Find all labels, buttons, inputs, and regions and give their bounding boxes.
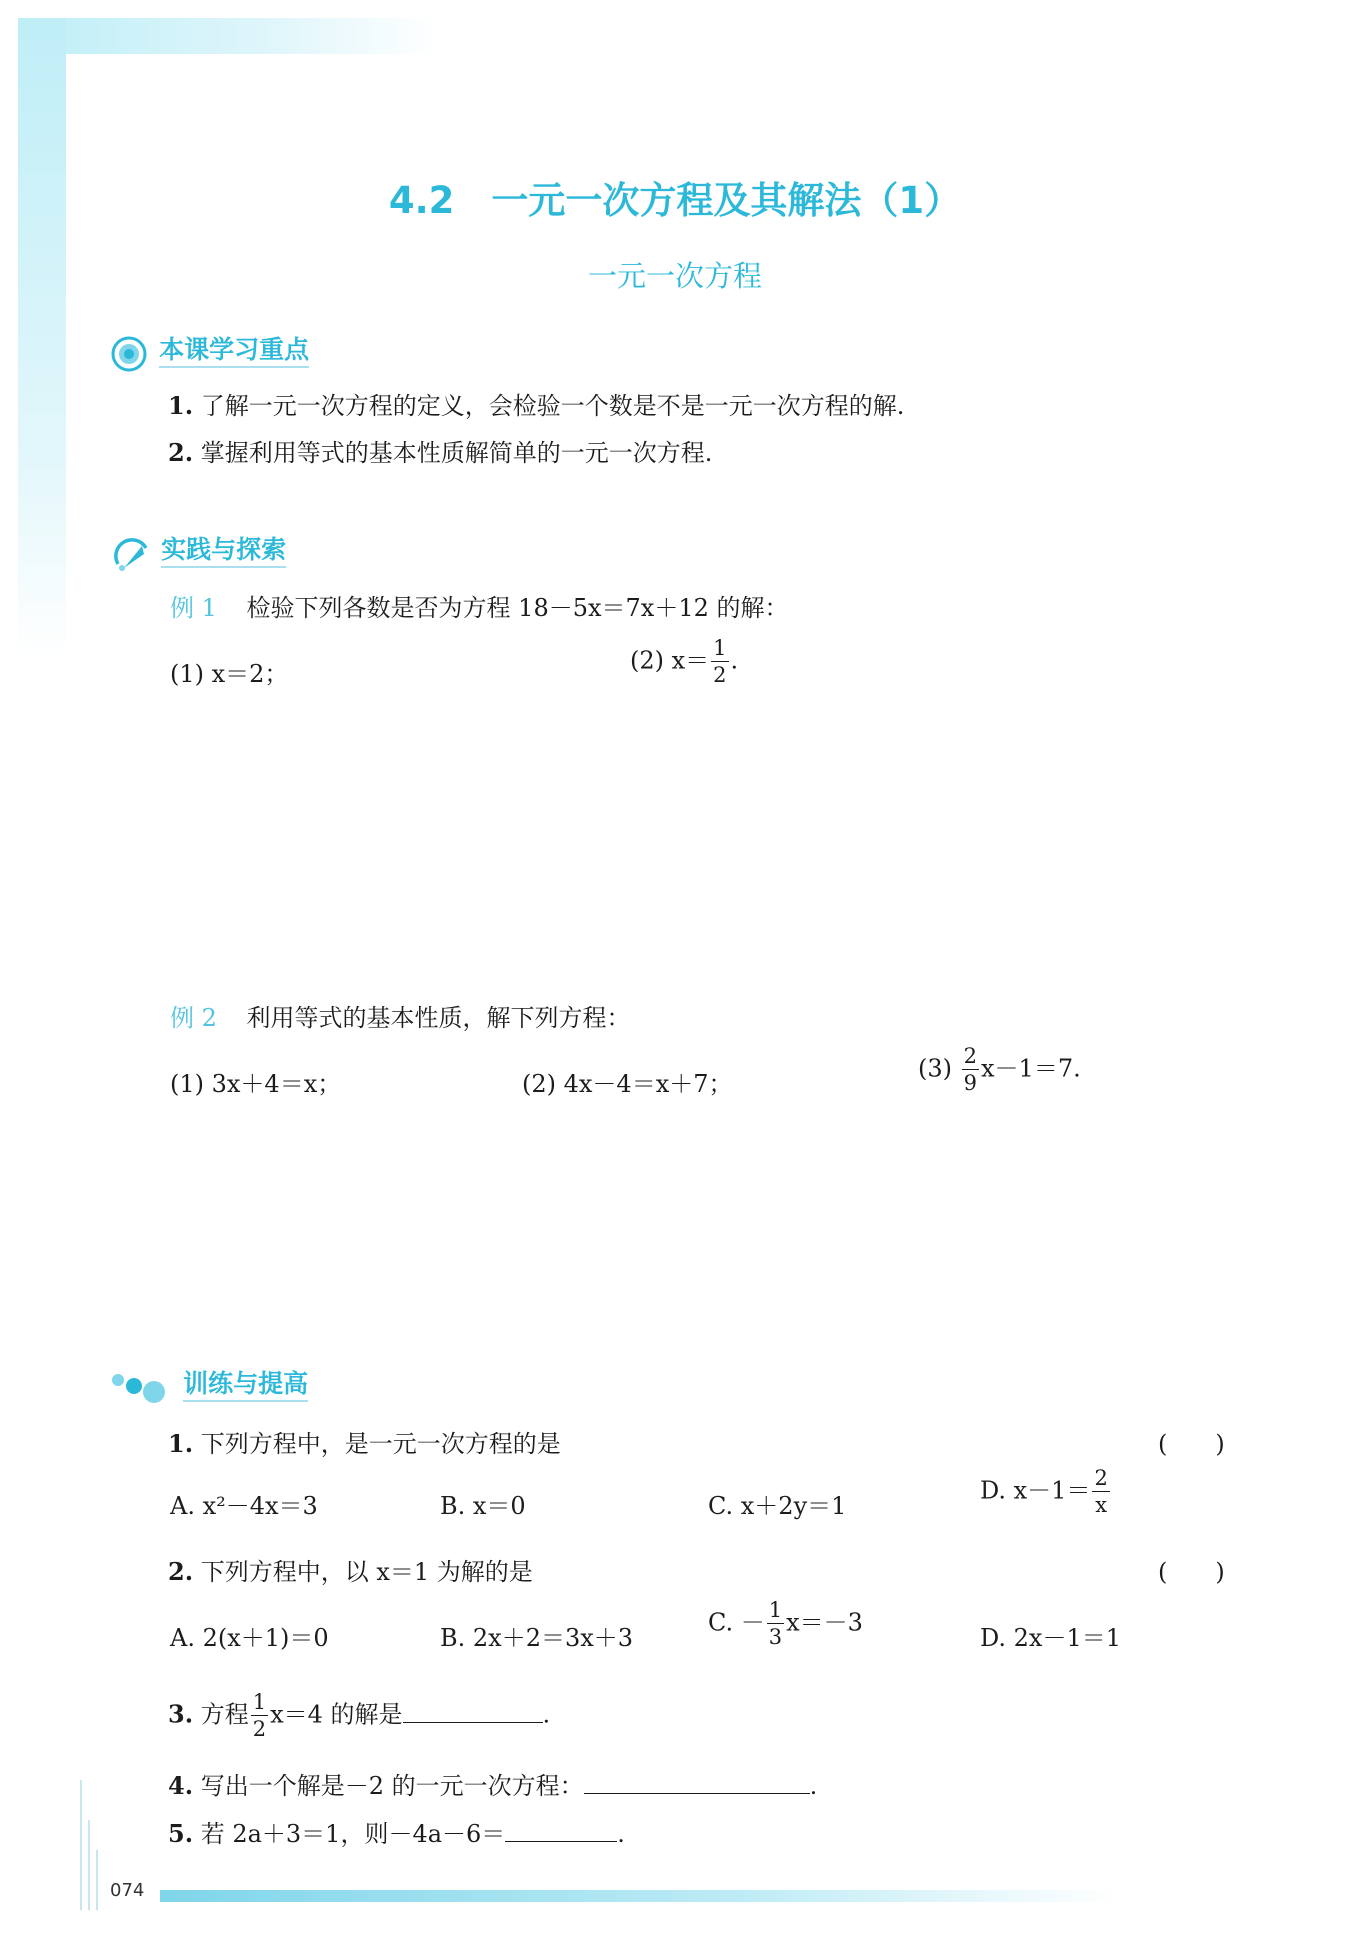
question-3: 3. 方程 $\frac{1}{2}$ x＝4 的解是 . (168, 1690, 551, 1741)
example-1-part-2: (2) x＝ $\frac{1}{2}$ . (630, 636, 739, 687)
example-label: 例 2 (170, 1004, 217, 1032)
page-number: 074 (110, 1880, 145, 1901)
question-4: 4. 写出一个解是－2 的一元一次方程： . (168, 1771, 818, 1800)
footer-bar (160, 1890, 1120, 1902)
answer-bracket[interactable]: ( ) (1158, 1430, 1225, 1458)
margin-line (96, 1850, 98, 1910)
answer-bracket[interactable]: ( ) (1158, 1558, 1225, 1586)
fraction: $\frac{1}{3}$ (768, 1598, 783, 1649)
answer-blank[interactable] (584, 1771, 810, 1794)
option-c[interactable]: C. － $\frac{1}{3}$ x＝－3 (708, 1598, 863, 1649)
fraction: $\frac{1}{2}$ (713, 636, 727, 687)
option-c[interactable]: C. x＋2y＝1 (708, 1492, 847, 1520)
answer-blank[interactable] (505, 1819, 617, 1842)
margin-line (88, 1820, 90, 1910)
bubbles-icon (110, 1370, 176, 1406)
option-b[interactable]: B. x＝0 (440, 1492, 526, 1520)
focus-item: 1. 了解一元一次方程的定义，会检验一个数是不是一元一次方程的解. (168, 391, 905, 420)
example-2-part-3: (3) $\frac{2}{9}$ x－1＝7. (918, 1044, 1081, 1095)
focus-item: 2. 掌握利用等式的基本性质解简单的一元一次方程. (168, 438, 713, 467)
option-a[interactable]: A. 2(x＋1)＝0 (170, 1624, 329, 1652)
option-d[interactable]: D. 2x－1＝1 (980, 1624, 1121, 1652)
rocket-icon (112, 534, 152, 574)
margin-line (80, 1780, 82, 1910)
section-focus-title: 本课学习重点 (159, 335, 309, 368)
section-practice-title: 实践与探索 (161, 535, 286, 568)
corner-decoration-left (18, 18, 66, 658)
page-title: 4.2 一元一次方程及其解法（1） (388, 179, 962, 222)
fraction: $\frac{2}{9}$ (963, 1044, 978, 1095)
example-label: 例 1 (170, 594, 217, 622)
question-1: 1. 下列方程中，是一元一次方程的是 (168, 1429, 561, 1458)
page-subtitle: 一元一次方程 (587, 259, 762, 293)
target-icon (110, 335, 148, 373)
section-training-title: 训练与提高 (183, 1369, 308, 1402)
example-1-part-1: (1) x＝2； (170, 660, 289, 688)
fraction: $\frac{2}{x}$ (1094, 1466, 1108, 1517)
example-2-part-1: (1) 3x＋4＝x； (170, 1070, 342, 1098)
corner-decoration-top (18, 18, 438, 54)
option-a[interactable]: A. x²－4x＝3 (170, 1492, 318, 1520)
example-2-part-2: (2) 4x－4＝x＋7； (522, 1070, 733, 1098)
section-training-header (110, 1364, 308, 1406)
section-practice-header (112, 530, 286, 574)
question-2: 2. 下列方程中，以 x＝1 为解的是 (168, 1557, 533, 1586)
example-2: 例 2 利用等式的基本性质，解下列方程： (170, 1004, 631, 1032)
section-focus-header (110, 330, 309, 373)
option-b[interactable]: B. 2x＋2＝3x＋3 (440, 1624, 634, 1652)
option-d[interactable]: D. x－1＝ $\frac{2}{x}$ (980, 1466, 1108, 1517)
answer-blank[interactable] (403, 1700, 543, 1723)
fraction: $\frac{1}{2}$ (252, 1690, 267, 1741)
example-1: 例 1 检验下列各数是否为方程 18－5x＝7x＋12 的解： (170, 594, 789, 622)
question-5: 5. 若 2a＋3＝1，则－4a－6＝ . (168, 1819, 625, 1848)
